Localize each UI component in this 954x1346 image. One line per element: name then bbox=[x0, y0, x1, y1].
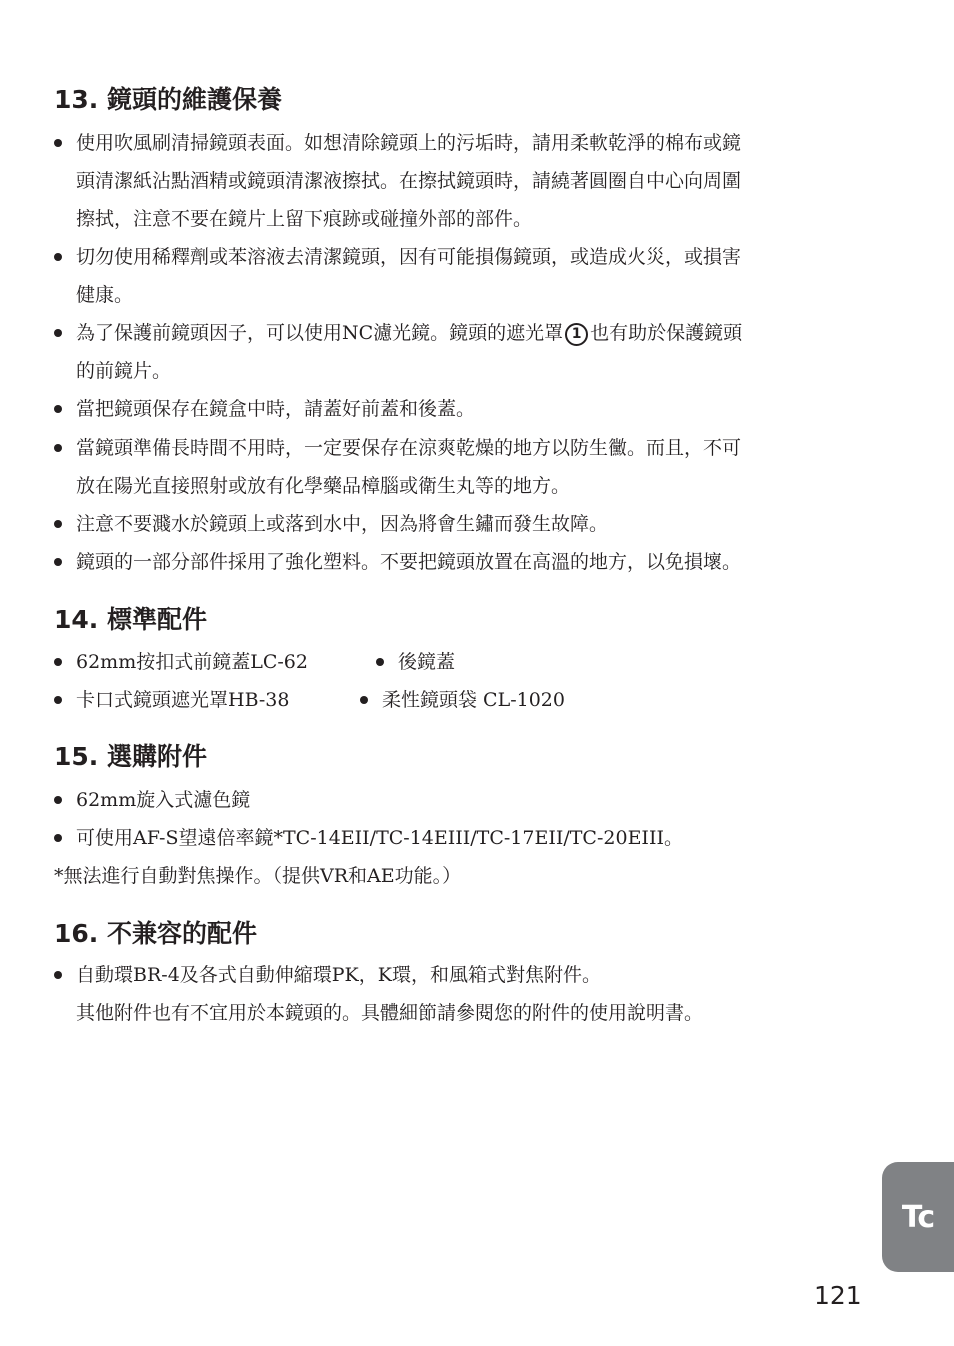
section-13-item-3-line-1: 為了保護前鏡頭因子，可以使用NC濾光鏡。鏡頭的遮光罩 1 也有助於保護鏡頭 bbox=[76, 320, 742, 346]
section-13-item-6-line-1: 注意不要濺水於鏡頭上或落到水中，因為將會生鏽而發生故障。 bbox=[76, 511, 608, 537]
section-15-note: *無法進行自動對焦操作。（提供VR和AE功能。） bbox=[54, 865, 462, 887]
section-15-item-1: 62mm旋入式濾色鏡 bbox=[76, 787, 250, 813]
bullet-icon bbox=[54, 658, 62, 666]
bullet-icon bbox=[54, 696, 62, 704]
bullet-icon bbox=[54, 558, 62, 566]
page-number: 121 bbox=[814, 1281, 862, 1310]
section-15-item-2: 可使用AF-S望遠倍率鏡*TC-14EII/TC-14EIII/TC-17EII/TC-20EIII。 bbox=[76, 825, 683, 851]
section-13-item-5-line-1: 當鏡頭準備長時間不用時，一定要保存在涼爽乾燥的地方以防生黴。而且，不可 bbox=[76, 435, 741, 461]
bullet-icon bbox=[54, 329, 62, 337]
section-13-item-2-line-1: 切勿使用稀釋劑或苯溶液去清潔鏡頭，因有可能損傷鏡頭，或造成火災，或損害 bbox=[76, 244, 741, 270]
section-16-extra-note: 其他附件也有不宜用於本鏡頭的。具體細節請參閱您的附件的使用說明書。 bbox=[76, 1002, 704, 1024]
bullet-icon bbox=[54, 796, 62, 804]
bullet-icon bbox=[376, 658, 384, 666]
section-16-item-1: 自動環BR-4及各式自動伸縮環PK，K環，和風箱式對焦附件。 bbox=[76, 962, 601, 988]
section-13-heading: 13. 鏡頭的維護保養 bbox=[54, 85, 282, 114]
accessory-item: 柔性鏡頭袋 CL-1020 bbox=[382, 687, 565, 713]
language-tab-label: Tc bbox=[901, 1199, 935, 1235]
bullet-icon bbox=[54, 405, 62, 413]
section-13-item-7-line-1: 鏡頭的一部分部件採用了強化塑料。不要把鏡頭放置在高溫的地方，以免損壞。 bbox=[76, 549, 741, 575]
section-13-item-1-line-1: 使用吹風刷清掃鏡頭表面。如想清除鏡頭上的污垢時，請用柔軟乾淨的棉布或鏡 bbox=[76, 130, 741, 156]
section-13-item-3-line-2: 的前鏡片。 bbox=[76, 360, 172, 382]
section-16-heading: 16. 不兼容的配件 bbox=[54, 919, 257, 948]
bullet-icon bbox=[54, 444, 62, 452]
language-tab bbox=[882, 1162, 954, 1272]
section-14-heading: 14. 標準配件 bbox=[54, 605, 207, 634]
accessory-item: 後鏡蓋 bbox=[398, 649, 455, 675]
section-13-item-1-line-2: 頭清潔紙沾點酒精或鏡頭清潔液擦拭。在擦拭鏡頭時，請繞著圓圈自中心向周圍 bbox=[76, 170, 742, 192]
bullet-icon bbox=[54, 520, 62, 528]
bullet-icon bbox=[360, 696, 368, 704]
circled-number-icon: 1 bbox=[565, 323, 588, 346]
section-13-item-1-line-3: 擦拭，注意不要在鏡片上留下痕跡或碰撞外部的部件。 bbox=[76, 208, 533, 230]
section-14-row-1 bbox=[76, 649, 676, 675]
section-13-item-2-line-2: 健康。 bbox=[76, 284, 134, 306]
section-13-item-5-line-2: 放在陽光直接照射或放有化學藥品樟腦或衛生丸等的地方。 bbox=[76, 475, 571, 497]
accessory-item: 卡口式鏡頭遮光罩HB-38 bbox=[76, 687, 289, 713]
section-13-item-4-line-1: 當把鏡頭保存在鏡盒中時，請蓋好前蓋和後蓋。 bbox=[76, 396, 475, 422]
bullet-icon bbox=[54, 971, 62, 979]
section-14-row-2 bbox=[76, 687, 676, 713]
bullet-icon bbox=[54, 139, 62, 147]
accessory-item: 62mm按扣式前鏡蓋LC-62 bbox=[76, 649, 308, 675]
section-15-heading: 15. 選購附件 bbox=[54, 742, 207, 771]
bullet-icon bbox=[54, 253, 62, 261]
bullet-icon bbox=[54, 834, 62, 842]
